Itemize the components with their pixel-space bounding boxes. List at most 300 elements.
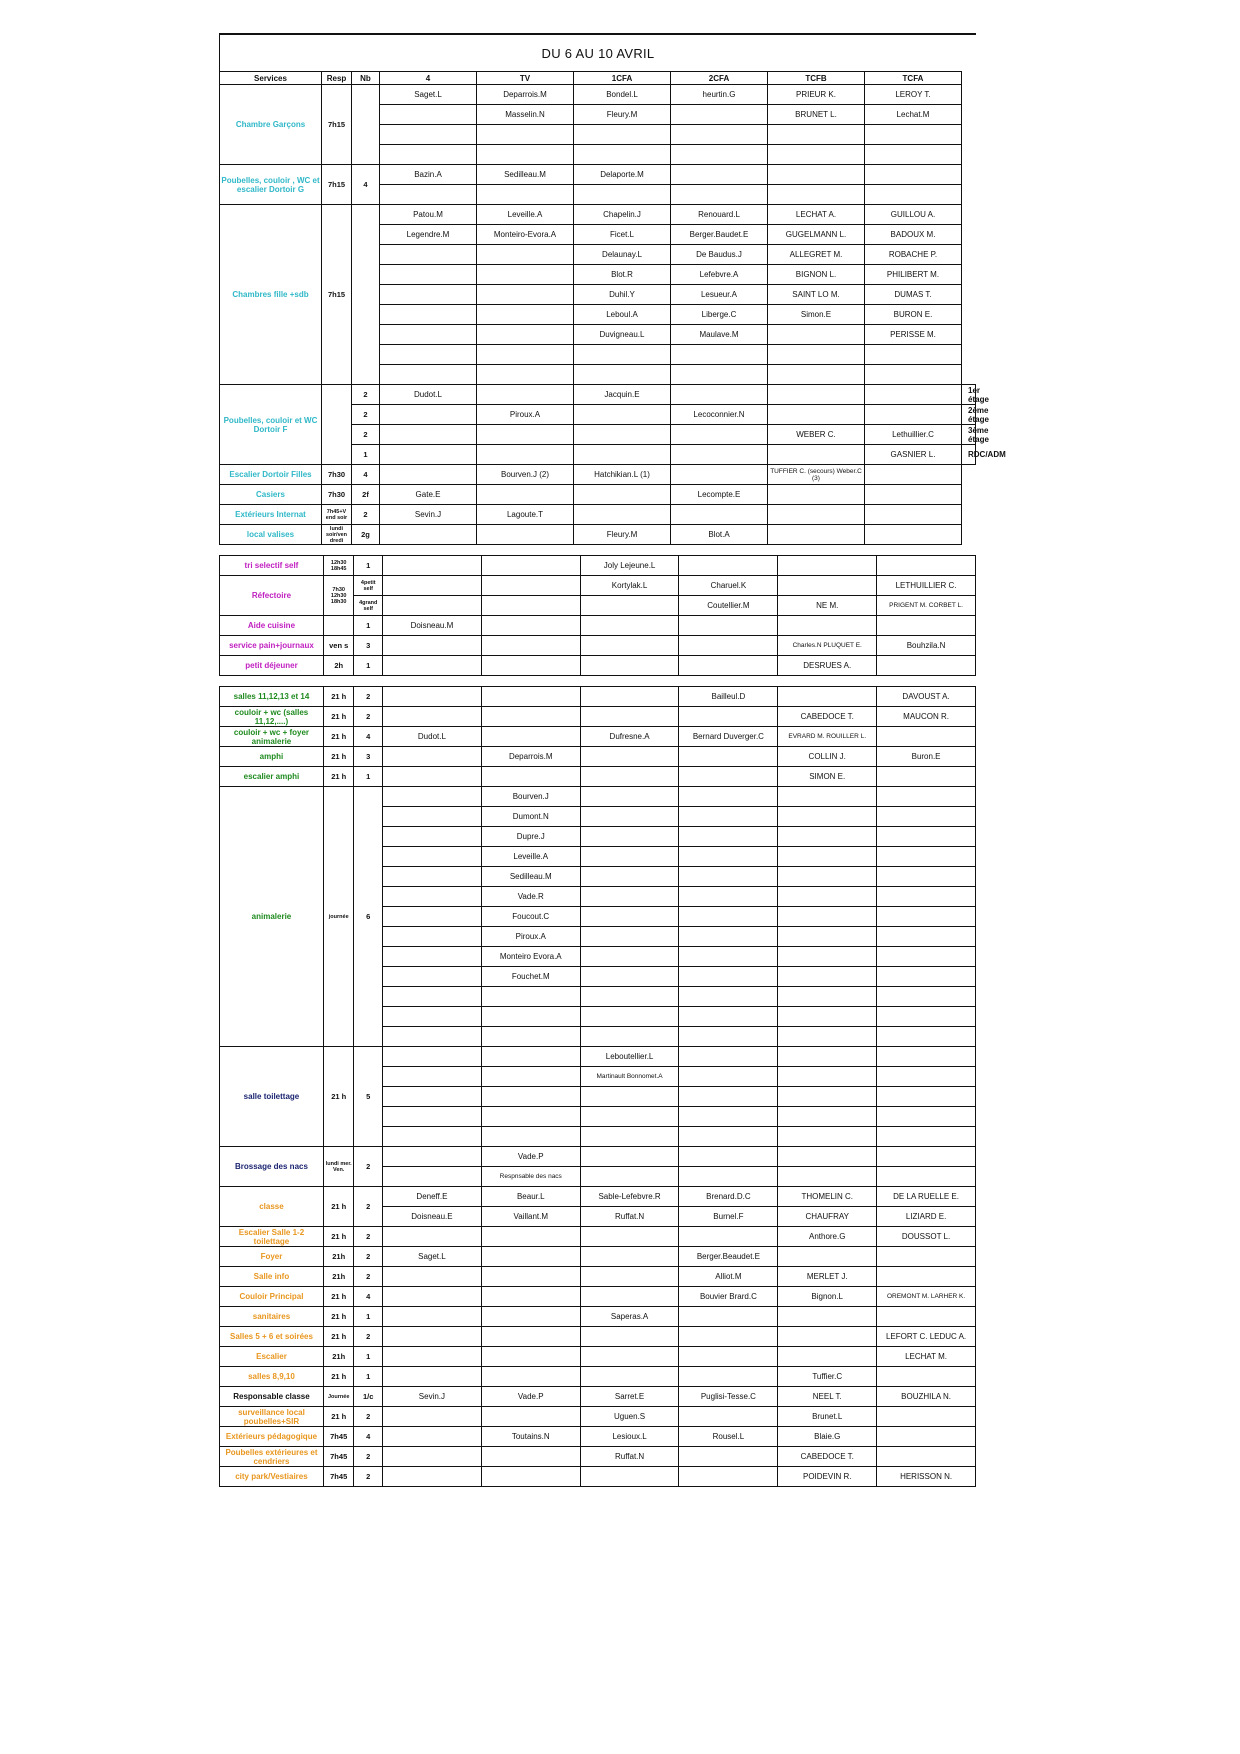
service-label: Chambres fille +sdb <box>220 205 322 385</box>
resp-cell: 21 h <box>323 687 354 707</box>
floor-label: 3ème étage <box>962 425 976 445</box>
nb-cell: 2 <box>354 687 383 707</box>
assignee-cell: Uguen.S <box>580 1407 679 1427</box>
assignee-cell <box>778 576 877 596</box>
assignee-cell <box>877 1447 976 1467</box>
column-header: 1CFA <box>574 72 671 85</box>
assignee-cell: Vade.P <box>481 1147 580 1167</box>
table-row <box>220 787 976 807</box>
nb-cell: 4 <box>352 465 380 485</box>
assignee-cell <box>481 1067 580 1087</box>
nb-cell: 2 <box>354 1227 383 1247</box>
assignee-cell <box>383 867 482 887</box>
resp-cell: 12h30 18h45 <box>323 556 354 576</box>
assignee-cell <box>671 445 768 465</box>
assignee-cell <box>679 1027 778 1047</box>
table-row <box>220 636 976 656</box>
table-row <box>220 747 976 767</box>
assignee-cell <box>380 145 477 165</box>
assignee-cell <box>877 787 976 807</box>
assignee-cell: Chapelin.J <box>574 205 671 225</box>
nb-cell: 1 <box>354 1347 383 1367</box>
nb-cell: 2 <box>352 405 380 425</box>
assignee-cell: Buron.E <box>877 747 976 767</box>
assignee-cell <box>383 576 482 596</box>
assignee-cell: Dufresne.A <box>580 727 679 747</box>
assignee-cell <box>383 987 482 1007</box>
assignee-cell <box>768 505 865 525</box>
assignee-cell <box>768 165 865 185</box>
resp-cell: 7h30 <box>322 485 352 505</box>
assignee-cell <box>580 1247 679 1267</box>
assignee-cell: Bondel.L <box>574 85 671 105</box>
nb-cell: 1 <box>354 767 383 787</box>
assignee-cell: Legendre.M <box>380 225 477 245</box>
assignee-cell <box>865 165 962 185</box>
assignee-cell <box>383 1447 482 1467</box>
service-label: Poubelles extérieures et cendriers <box>220 1447 324 1467</box>
assignee-cell: Ruffat.N <box>580 1207 679 1227</box>
assignee-cell <box>580 1007 679 1027</box>
assignee-cell <box>865 145 962 165</box>
assignee-cell: Bouvier Brard.C <box>679 1287 778 1307</box>
assignee-cell: Blot.A <box>671 525 768 545</box>
assignee-cell: GUILLOU A. <box>865 205 962 225</box>
assignee-cell <box>477 425 574 445</box>
assignee-cell <box>580 656 679 676</box>
assignee-cell: PHILIBERT M. <box>865 265 962 285</box>
assignee-cell <box>778 1087 877 1107</box>
nb-cell: 1/c <box>354 1387 383 1407</box>
assignee-cell: Deparrois.M <box>477 85 574 105</box>
assignee-cell <box>580 867 679 887</box>
schedule-sheet <box>219 33 1006 1487</box>
nb-cell: 2g <box>352 525 380 545</box>
resp-cell: Journée <box>323 1387 354 1407</box>
assignee-cell <box>580 927 679 947</box>
assignee-cell <box>383 887 482 907</box>
assignee-cell <box>877 1127 976 1147</box>
assignee-cell <box>580 707 679 727</box>
assignee-cell <box>481 1347 580 1367</box>
service-label: salles 8,9,10 <box>220 1367 324 1387</box>
assignee-cell <box>877 987 976 1007</box>
assignee-cell: Anthore.G <box>778 1227 877 1247</box>
service-label: salle toilettage <box>220 1047 324 1147</box>
assignee-cell <box>383 1167 482 1187</box>
assignee-cell: Doisneau.M <box>383 616 482 636</box>
table-row <box>220 1387 976 1407</box>
assignee-cell <box>574 425 671 445</box>
assignee-cell: Dumont.N <box>481 807 580 827</box>
assignee-cell <box>778 1147 877 1167</box>
assignee-cell <box>679 1447 778 1467</box>
assignee-cell: DAVOUST A. <box>877 687 976 707</box>
assignee-cell: Patou.M <box>380 205 477 225</box>
nb-cell: 2 <box>354 1467 383 1487</box>
nb-cell: 6 <box>354 787 383 1047</box>
table-row <box>220 1247 976 1267</box>
resp-cell: 7h15 <box>322 165 352 205</box>
assignee-cell: Beaur.L <box>481 1187 580 1207</box>
assignee-cell <box>481 1087 580 1107</box>
assignee-cell <box>768 485 865 505</box>
table-row <box>220 1407 976 1427</box>
assignee-cell <box>580 1367 679 1387</box>
assignee-cell: MAUCON R. <box>877 707 976 727</box>
assignee-cell: BRUNET L. <box>768 105 865 125</box>
service-label: amphi <box>220 747 324 767</box>
table-row <box>220 1447 976 1467</box>
assignee-cell: CHAUFRAY <box>778 1207 877 1227</box>
assignee-cell <box>477 365 574 385</box>
assignee-cell: Lesueur.A <box>671 285 768 305</box>
assignee-cell <box>580 1147 679 1167</box>
assignee-cell: COLLIN J. <box>778 747 877 767</box>
table-row <box>220 656 976 676</box>
assignee-cell: ALLEGRET M. <box>768 245 865 265</box>
assignee-cell <box>477 485 574 505</box>
assignee-cell <box>768 345 865 365</box>
assignee-cell <box>778 1127 877 1147</box>
assignee-cell <box>877 616 976 636</box>
assignee-cell: Fleury.M <box>574 525 671 545</box>
assignee-cell <box>383 596 482 616</box>
floor-label: 2ème étage <box>962 405 976 425</box>
assignee-cell: Masselin.N <box>477 105 574 125</box>
assignee-cell <box>865 385 962 405</box>
resp-cell: 21 h <box>323 1307 354 1327</box>
service-label: escalier amphi <box>220 767 324 787</box>
assignee-cell <box>877 1427 976 1447</box>
assignee-cell <box>865 125 962 145</box>
assignee-cell: PRIEUR K. <box>768 85 865 105</box>
assignee-cell <box>481 616 580 636</box>
assignee-cell: Bazin.A <box>380 165 477 185</box>
service-label: couloir + wc (salles 11,12,....) <box>220 707 324 727</box>
table-row <box>220 1347 976 1367</box>
resp-cell: 21 h <box>323 1367 354 1387</box>
assignee-cell <box>580 596 679 616</box>
assignee-cell: Berger.Beaudet.E <box>679 1247 778 1267</box>
assignee-cell <box>877 1107 976 1127</box>
assignee-cell <box>679 907 778 927</box>
assignee-cell <box>679 1367 778 1387</box>
assignee-cell <box>877 907 976 927</box>
nb-cell: 1 <box>354 1367 383 1387</box>
assignee-cell: NEEL T. <box>778 1387 877 1407</box>
table-row <box>220 616 976 636</box>
assignee-cell: LEROY T. <box>865 85 962 105</box>
assignee-cell: Fleury.M <box>574 105 671 125</box>
assignee-cell <box>671 385 768 405</box>
assignee-cell <box>481 1007 580 1027</box>
assignee-cell <box>671 365 768 385</box>
assignee-cell <box>877 867 976 887</box>
assignee-cell: Hatchikian.L (1) <box>574 465 671 485</box>
assignee-cell <box>877 1407 976 1427</box>
assignee-cell <box>380 305 477 325</box>
assignee-cell <box>679 1067 778 1087</box>
service-label: tri selectif self <box>220 556 324 576</box>
assignee-cell <box>778 907 877 927</box>
nb-cell: 2 <box>354 1447 383 1467</box>
assignee-cell <box>768 185 865 205</box>
floor-label: 1er étage <box>962 385 976 405</box>
nb-cell: 2 <box>352 505 380 525</box>
assignee-cell: LECHAT M. <box>877 1347 976 1367</box>
nb-cell: 2 <box>354 1247 383 1267</box>
nb-cell: 2 <box>354 1407 383 1427</box>
assignee-cell <box>383 636 482 656</box>
service-label: Réfectoire <box>220 576 324 616</box>
assignee-cell: Leboul.A <box>574 305 671 325</box>
resp-cell: 21 h <box>323 1187 354 1227</box>
service-label: Aide cuisine <box>220 616 324 636</box>
assignee-cell <box>580 1267 679 1287</box>
nb-cell: 2 <box>354 1327 383 1347</box>
assignee-cell: DUMAS T. <box>865 285 962 305</box>
assignee-cell <box>574 445 671 465</box>
assignee-cell <box>380 445 477 465</box>
assignee-cell: PERISSE M. <box>865 325 962 345</box>
assignee-cell: heurtin.G <box>671 85 768 105</box>
assignee-cell: Ficet.L <box>574 225 671 245</box>
assignee-cell <box>580 636 679 656</box>
assignee-cell: Bailleul.D <box>679 687 778 707</box>
assignee-cell <box>481 1307 580 1327</box>
assignee-cell <box>383 1147 482 1167</box>
table-row <box>220 385 976 405</box>
assignee-cell <box>679 1107 778 1127</box>
assignee-cell: SAINT LO M. <box>768 285 865 305</box>
assignee-cell <box>865 485 962 505</box>
resp-cell: 7h45 <box>323 1467 354 1487</box>
assignee-cell <box>580 1467 679 1487</box>
assignee-cell <box>679 1147 778 1167</box>
assignee-cell: CABEDOCE T. <box>778 707 877 727</box>
service-label: animalerie <box>220 787 324 1047</box>
assignee-cell <box>580 987 679 1007</box>
assignee-cell <box>380 325 477 345</box>
assignee-cell: Tuffier.C <box>778 1367 877 1387</box>
assignee-cell <box>778 1347 877 1367</box>
table-row <box>220 1307 976 1327</box>
assignee-cell <box>679 1307 778 1327</box>
assignee-cell <box>877 887 976 907</box>
assignee-cell <box>574 145 671 165</box>
table-row <box>220 1047 976 1067</box>
assignee-cell <box>574 185 671 205</box>
assignee-cell <box>877 1067 976 1087</box>
assignee-cell <box>383 1107 482 1127</box>
assignee-cell <box>380 465 477 485</box>
assignee-cell <box>574 125 671 145</box>
table-row <box>220 727 976 747</box>
assignee-cell <box>768 525 865 545</box>
table-row <box>220 767 976 787</box>
assignee-cell <box>679 1347 778 1367</box>
assignee-cell <box>580 1327 679 1347</box>
assignee-cell: SIMON E. <box>778 767 877 787</box>
assignee-cell <box>679 847 778 867</box>
assignee-cell: THOMELIN C. <box>778 1187 877 1207</box>
assignee-cell <box>768 385 865 405</box>
assignee-cell: Renouard.L <box>671 205 768 225</box>
assignee-cell: GUGELMANN L. <box>768 225 865 245</box>
nb-cell: 4 <box>354 1427 383 1447</box>
assignee-cell <box>778 687 877 707</box>
column-header: Services <box>220 72 322 85</box>
assignee-cell: Sedilleau.M <box>481 867 580 887</box>
assignee-cell <box>679 927 778 947</box>
assignee-cell <box>580 767 679 787</box>
resp-cell: 7h45 <box>323 1447 354 1467</box>
service-label: salles 11,12,13 et 14 <box>220 687 324 707</box>
assignee-cell <box>679 947 778 967</box>
assignee-cell: Martinault Bonnomet.A <box>580 1067 679 1087</box>
assignee-cell <box>380 265 477 285</box>
assignee-cell <box>477 285 574 305</box>
service-label: couloir + wc + foyer animalerie <box>220 727 324 747</box>
resp-cell: ven s <box>323 636 354 656</box>
assignee-cell: Sevin.J <box>380 505 477 525</box>
assignee-cell <box>671 165 768 185</box>
assignee-cell <box>580 616 679 636</box>
resp-cell: 21 h <box>323 1407 354 1427</box>
assignee-cell <box>481 687 580 707</box>
resp-cell: 2h <box>323 656 354 676</box>
assignee-cell <box>481 1367 580 1387</box>
table-row <box>220 1367 976 1387</box>
assignee-cell: Lecompte.E <box>671 485 768 505</box>
service-label: Poubelles, couloir , WC et escalier Dortoir G <box>220 165 322 205</box>
assignee-cell: Duhil.Y <box>574 285 671 305</box>
floor-label: RDC/ADM <box>962 445 976 465</box>
assignee-cell <box>768 125 865 145</box>
nb-cell: 2 <box>354 1267 383 1287</box>
table-row <box>220 485 976 505</box>
assignee-cell: Dupre.J <box>481 827 580 847</box>
nb-cell: 2 <box>352 385 380 405</box>
resp-cell: 21 h <box>323 727 354 747</box>
assignee-cell <box>877 1007 976 1027</box>
assignee-cell <box>383 947 482 967</box>
assignee-cell <box>380 185 477 205</box>
service-label: city park/Vestiaires <box>220 1467 324 1487</box>
nb-cell <box>352 85 380 165</box>
assignee-cell: Bourven.J (2) <box>477 465 574 485</box>
service-label: Extérieurs pédagogique <box>220 1427 324 1447</box>
assignee-cell <box>778 847 877 867</box>
assignee-cell <box>481 1467 580 1487</box>
assignee-cell: Lesioux.L <box>580 1427 679 1447</box>
page-title: DU 6 AU 10 AVRIL <box>219 33 976 71</box>
assignee-cell <box>679 887 778 907</box>
assignee-cell: Lagoute.T <box>477 505 574 525</box>
assignee-cell <box>768 365 865 385</box>
assignee-cell <box>380 405 477 425</box>
assignee-cell <box>679 1407 778 1427</box>
assignee-cell <box>877 927 976 947</box>
assignee-cell <box>580 1107 679 1127</box>
assignee-cell <box>383 1347 482 1367</box>
assignee-cell <box>574 365 671 385</box>
service-label: sanitaires <box>220 1307 324 1327</box>
assignee-cell: Berger.Baudet.E <box>671 225 768 245</box>
assignee-cell <box>580 807 679 827</box>
nb-cell: 4 <box>352 165 380 205</box>
assignee-cell <box>580 687 679 707</box>
service-label: Chambre Garçons <box>220 85 322 165</box>
table-row <box>220 1467 976 1487</box>
assignee-cell <box>580 1127 679 1147</box>
resp-cell: 7h15 <box>322 205 352 385</box>
table-row <box>220 1267 976 1287</box>
table-row <box>220 1427 976 1447</box>
assignee-cell <box>383 767 482 787</box>
assignee-cell <box>477 385 574 405</box>
assignee-cell: Leboutellier.L <box>580 1047 679 1067</box>
assignee-cell <box>383 707 482 727</box>
assignee-cell: Saget.L <box>380 85 477 105</box>
assignee-cell <box>380 525 477 545</box>
assignee-cell: PRIGENT M. CORBET L. <box>877 596 976 616</box>
nb-cell: 5 <box>354 1047 383 1147</box>
assignee-cell <box>877 1087 976 1107</box>
assignee-cell <box>383 827 482 847</box>
assignee-cell <box>580 887 679 907</box>
assignee-cell: POIDEVIN R. <box>778 1467 877 1487</box>
assignee-cell: Duvigneau.L <box>574 325 671 345</box>
column-header: Nb <box>352 72 380 85</box>
nb-cell: 2 <box>354 707 383 727</box>
schedule-tables <box>219 71 1006 1487</box>
assignee-cell <box>877 1027 976 1047</box>
assignee-cell <box>778 1307 877 1327</box>
assignee-cell: Leveille.A <box>477 205 574 225</box>
assignee-cell: LECHAT A. <box>768 205 865 225</box>
assignee-cell <box>481 636 580 656</box>
assignee-cell <box>877 947 976 967</box>
assignee-cell <box>481 707 580 727</box>
assignee-cell: Alliot.M <box>679 1267 778 1287</box>
assignee-cell <box>477 245 574 265</box>
assignee-cell <box>877 1307 976 1327</box>
assignee-cell <box>481 1227 580 1247</box>
assignee-cell: NE M. <box>778 596 877 616</box>
service-label: Casiers <box>220 485 322 505</box>
resp-cell: 7h45 <box>323 1427 354 1447</box>
assignee-cell: Blaie.G <box>778 1427 877 1447</box>
assignee-cell <box>580 827 679 847</box>
table-row <box>220 1287 976 1307</box>
assignee-cell: Sedilleau.M <box>477 165 574 185</box>
nb-cell <box>352 205 380 385</box>
assignee-cell <box>671 145 768 165</box>
assignee-cell <box>877 1247 976 1267</box>
assignee-cell <box>383 1307 482 1327</box>
assignee-cell <box>778 887 877 907</box>
service-label: classe <box>220 1187 324 1227</box>
resp-cell: lundi soir/ven dredi <box>322 525 352 545</box>
assignee-cell <box>477 325 574 345</box>
service-label: Escalier Salle 1-2 toilettage <box>220 1227 324 1247</box>
assignee-cell <box>778 1027 877 1047</box>
assignee-cell <box>383 1427 482 1447</box>
assignee-cell <box>865 465 962 485</box>
resp-cell: 7h30 12h30 18h30 <box>323 576 354 616</box>
